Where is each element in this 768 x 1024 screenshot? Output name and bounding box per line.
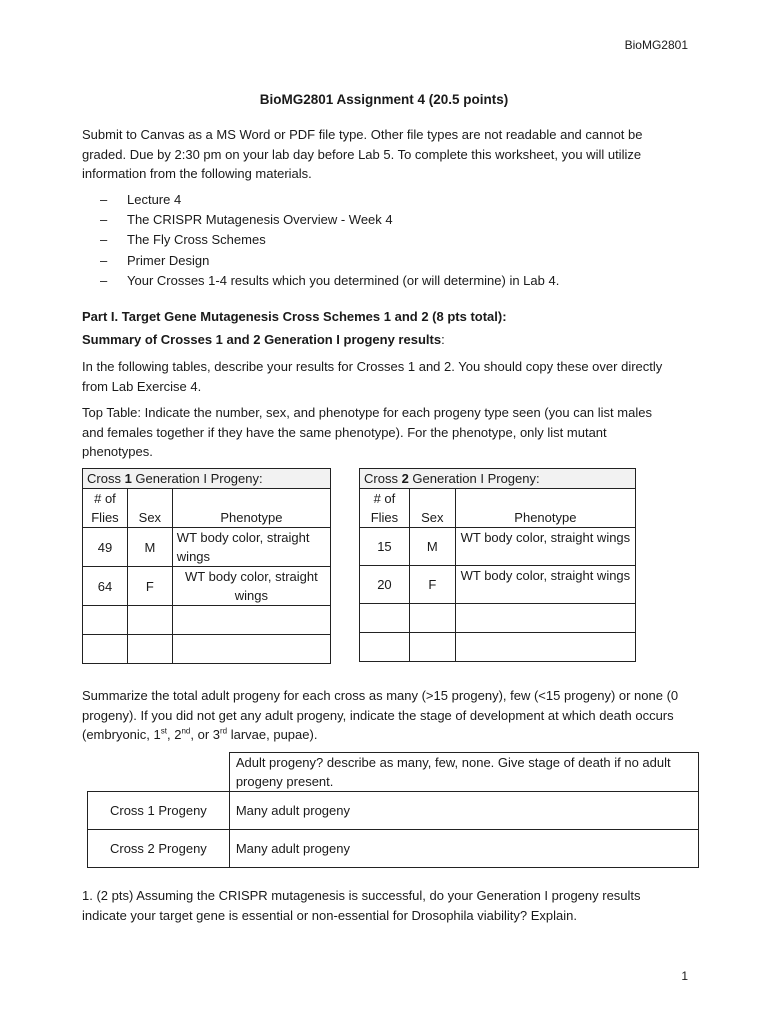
progeny-header: Adult progeny? describe as many, few, none. Give stage of death if no adult progeny present.: [229, 753, 698, 792]
intro-paragraph: Submit to Canvas as a MS Word or PDF file type. Other file types are not readable and cannot be graded. Due by 2:30 pm on your lab day before Lab 5. To complete this worksheet, you will utilize information from the following materials.: [82, 127, 643, 181]
summary-heading-line: [82, 330, 682, 350]
header-course-code: BioMG2801: [624, 38, 688, 52]
phenotype-value: WT body color, straight wings: [455, 528, 635, 566]
materials-list: [100, 190, 559, 291]
col-header-phenotype: Phenotype: [455, 489, 635, 528]
col-header-sex: Sex: [409, 489, 455, 528]
empty-cell: [360, 633, 410, 662]
empty-cell: [409, 633, 455, 662]
empty-corner: [88, 753, 230, 792]
col-header-sex: Sex: [127, 489, 172, 528]
phenotype-value: WT body color, straight wings: [455, 566, 635, 604]
empty-cell: [127, 606, 172, 635]
empty-cell: [83, 606, 128, 635]
table-row: [88, 830, 699, 868]
flies-count: 49: [83, 528, 128, 567]
cross1-title: Cross 1 Generation I Progeny:: [83, 469, 331, 489]
empty-cell: [360, 604, 410, 633]
list-item: – Lecture 4: [100, 190, 559, 210]
col-header-flies: # of Flies: [83, 489, 128, 528]
table-row: [360, 528, 636, 566]
page-number: 1: [681, 969, 688, 983]
table-row: [360, 604, 636, 633]
sex-value: F: [127, 567, 172, 606]
summary-heading: Summary of Crosses 1 and 2 Generation I progeny results: [82, 332, 442, 347]
empty-cell: [409, 604, 455, 633]
progeny-summary-table: [87, 752, 699, 868]
flies-count: 64: [83, 567, 128, 606]
empty-cell: [455, 604, 635, 633]
row-label: Cross 2 Progeny: [88, 830, 230, 868]
table-row: [88, 792, 699, 830]
empty-cell: [455, 633, 635, 662]
sex-value: F: [409, 566, 455, 604]
list-item: – The Fly Cross Schemes: [100, 230, 559, 250]
list-item: – Primer Design: [100, 251, 559, 271]
table-row: [83, 635, 331, 664]
instructions-2: Top Table: Indicate the number, sex, and phenotype for each progeny type seen (you can list males and females together if they have the same phenotype). For the phenotype, only list mutant phenotypes.: [82, 405, 652, 459]
cross2-table: [359, 468, 636, 662]
row-value: Many adult progeny: [229, 830, 698, 868]
empty-cell: [172, 635, 330, 664]
table-row: [83, 606, 331, 635]
list-item: – Your Crosses 1-4 results which you determined (or will determine) in Lab 4.: [100, 271, 559, 291]
summarize-paragraph: Summarize the total adult progeny for each cross as many (>15 progeny), few (<15 progeny) or none (0 progeny). If you did not get any adult progeny, indicate the stage of development at which death occurs (embryonic, 1st, 2nd, or 3rd larvae, pupae).: [82, 688, 679, 742]
table-row: [360, 566, 636, 604]
flies-count: 20: [360, 566, 410, 604]
col-header-flies: # of Flies: [360, 489, 410, 528]
cross2-title: Cross 2 Generation I Progeny:: [360, 469, 636, 489]
instructions-1: In the following tables, describe your results for Crosses 1 and 2. You should copy these over directly from Lab Exercise 4.: [82, 359, 663, 394]
sex-value: M: [409, 528, 455, 566]
empty-cell: [172, 606, 330, 635]
sex-value: M: [127, 528, 172, 567]
question-1: 1. (2 pts) Assuming the CRISPR mutagenesis is successful, do your Generation I progeny results indicate your target gene is essential or non-essential for Drosophila viability? Explain.: [82, 888, 641, 923]
row-value: Many adult progeny: [229, 792, 698, 830]
table-row: [83, 528, 331, 567]
table-row: [83, 567, 331, 606]
summary-colon: :: [441, 332, 445, 347]
part1-heading: Part I. Target Gene Mutagenesis Cross Schemes 1 and 2 (8 pts total):: [82, 309, 507, 324]
empty-cell: [83, 635, 128, 664]
phenotype-value: WT body color, straight wings: [172, 567, 330, 606]
phenotype-value: WT body color, straight wings: [172, 528, 330, 567]
cross1-table: [82, 468, 331, 664]
col-header-phenotype: Phenotype: [172, 489, 330, 528]
table-row: [360, 633, 636, 662]
flies-count: 15: [360, 528, 410, 566]
empty-cell: [127, 635, 172, 664]
list-item: – The CRISPR Mutagenesis Overview - Week 4: [100, 210, 559, 230]
row-label: Cross 1 Progeny: [88, 792, 230, 830]
page-title: BioMG2801 Assignment 4 (20.5 points): [259, 92, 509, 107]
